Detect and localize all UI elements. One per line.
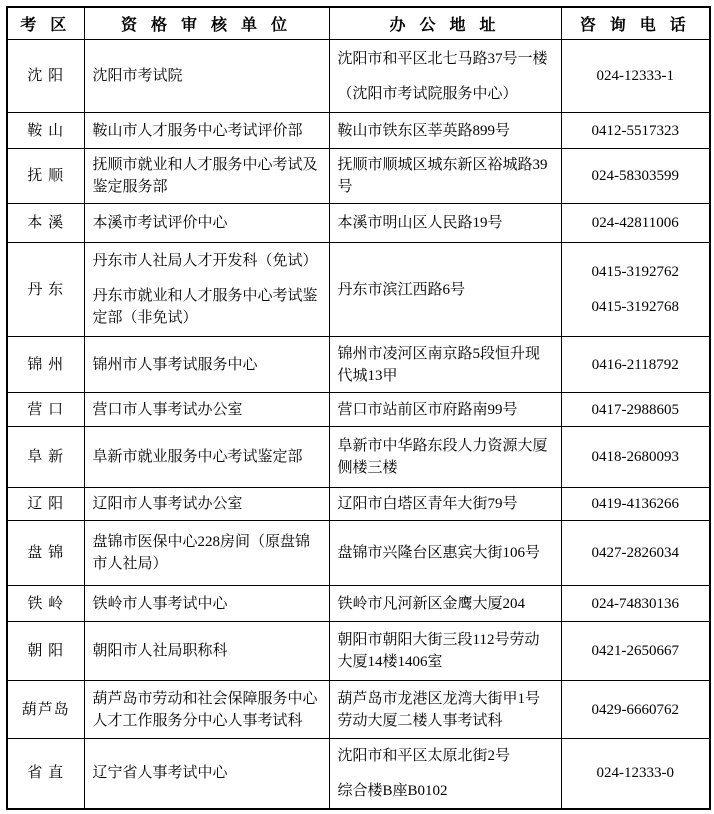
table-row	[7, 149, 710, 204]
cell-text: 0417-2988605	[591, 401, 679, 418]
phone-cell	[561, 149, 710, 204]
table-body	[7, 40, 710, 809]
cell-text: 阜新市就业服务中心考试鉴定部	[92, 449, 303, 465]
cell-text: 葫芦岛市龙港区龙湾大街甲1号劳动大厦二楼人事考试科	[337, 690, 541, 729]
header-unit: 资 格 审 核 单 位	[84, 7, 329, 40]
unit-cell	[84, 622, 329, 681]
table-row	[7, 681, 710, 739]
phone-cell	[561, 739, 710, 809]
cell-text: 锦 州	[27, 356, 65, 373]
cell-text: 沈阳市和平区北七马路37号一楼	[337, 50, 548, 67]
unit-cell	[84, 113, 329, 149]
cell-text: 024-12333-0	[596, 765, 674, 782]
cell-text: 抚顺市顺城区城东新区裕城路39号	[337, 157, 548, 195]
region-cell	[7, 40, 84, 113]
address-cell	[329, 427, 561, 488]
address-cell	[329, 393, 561, 427]
region-cell	[7, 622, 84, 681]
cell-text: 抚顺市就业和人才服务中心考试及鉴定服务部	[92, 157, 318, 195]
cell-text: 盘 锦	[27, 545, 65, 561]
address-cell	[329, 243, 561, 337]
cell-text: 0412-5517323	[591, 122, 679, 139]
address-cell	[329, 204, 561, 243]
header-phone: 咨 询 电 话	[561, 7, 710, 40]
cell-text: （沈阳市考试院服务中心）	[337, 85, 518, 102]
header-row	[7, 7, 710, 40]
unit-cell	[84, 337, 329, 393]
unit-cell	[84, 739, 329, 809]
cell-text: 辽阳市白塔区青年大街79号	[337, 496, 518, 512]
region-cell	[7, 243, 84, 337]
phone-cell	[561, 586, 710, 622]
cell-text: 丹 东	[27, 281, 65, 298]
table-row	[7, 586, 710, 622]
unit-cell	[84, 427, 329, 488]
cell-text: 阜 新	[27, 449, 65, 465]
cell-text: 盘锦市医保中心228房间（原盘锦市人社局）	[92, 534, 311, 572]
region-cell	[7, 204, 84, 243]
phone-cell	[561, 427, 710, 488]
cell-text: 锦州市人事考试服务中心	[92, 356, 258, 373]
cell-text: 0415-3192762	[591, 264, 679, 280]
unit-cell	[84, 243, 329, 337]
cell-text: 本溪市明山区人民路19号	[337, 215, 503, 231]
cell-text: 铁岭市凡河新区金鹰大厦204	[337, 595, 526, 612]
cell-text: 沈阳市和平区太原北街2号	[337, 747, 511, 764]
unit-cell	[84, 586, 329, 622]
cell-text: 朝阳市朝阳大街三段112号劳动大厦14楼1406室	[337, 632, 540, 670]
address-cell	[329, 739, 561, 809]
cell-text: 葫芦岛市劳动和社会保障服务中心人才工作服务分中心人事考试科	[92, 690, 318, 729]
region-cell	[7, 337, 84, 393]
cell-text: 辽宁省人事考试中心	[92, 765, 228, 782]
unit-cell	[84, 204, 329, 243]
cell-text: 盘锦市兴隆台区惠宾大街106号	[337, 545, 541, 561]
cell-text: 葫芦岛	[21, 701, 70, 718]
table-row	[7, 337, 710, 393]
cell-text: 铁岭市人事考试中心	[92, 595, 228, 612]
phone-cell	[561, 622, 710, 681]
unit-cell	[84, 149, 329, 204]
region-cell	[7, 393, 84, 427]
cell-text: 0429-6660762	[591, 701, 679, 718]
cell-text: 沈 阳	[27, 68, 65, 84]
table-row	[7, 739, 710, 809]
cell-text: 0415-3192768	[591, 299, 679, 315]
region-cell	[7, 739, 84, 809]
phone-cell	[561, 681, 710, 739]
table-row	[7, 488, 710, 521]
cell-text: 沈阳市考试院	[92, 68, 183, 84]
unit-cell	[84, 681, 329, 739]
cell-text: 辽阳市人事考试办公室	[92, 496, 243, 512]
region-cell	[7, 521, 84, 586]
unit-cell	[84, 488, 329, 521]
unit-cell	[84, 40, 329, 113]
cell-text: 朝阳市人社局职称科	[92, 643, 228, 659]
cell-text: 营 口	[27, 401, 65, 418]
cell-text: 本 溪	[27, 215, 65, 231]
address-cell	[329, 622, 561, 681]
cell-text: 0421-2650667	[591, 643, 679, 659]
region-cell	[7, 149, 84, 204]
cell-text: 阜新市中华路东段人力资源大厦侧楼三楼	[337, 438, 548, 476]
cell-text: 0418-2680093	[591, 449, 679, 465]
cell-text: 0419-4136266	[591, 496, 679, 512]
table-row	[7, 40, 710, 113]
table-row	[7, 113, 710, 149]
address-cell	[329, 521, 561, 586]
address-cell	[329, 149, 561, 204]
cell-text: 抚 顺	[27, 168, 65, 184]
address-cell	[329, 113, 561, 149]
cell-text: 丹东市就业和人才服务中心考试鉴定部（非免试）	[92, 288, 318, 326]
unit-cell	[84, 521, 329, 586]
table-row	[7, 204, 710, 243]
cell-text: 0416-2118792	[591, 356, 679, 373]
phone-cell	[561, 204, 710, 243]
cell-text: 综合楼B座B0102	[337, 782, 448, 799]
cell-text: 本溪市考试评价中心	[92, 215, 228, 231]
address-cell	[329, 40, 561, 113]
cell-text: 024-12333-1	[596, 68, 674, 84]
table-row	[7, 393, 710, 427]
cell-text: 营口市站前区市府路南99号	[337, 401, 518, 418]
table-row	[7, 427, 710, 488]
table-row	[7, 622, 710, 681]
cell-text: 朝 阳	[27, 643, 65, 659]
phone-cell	[561, 337, 710, 393]
unit-cell	[84, 393, 329, 427]
address-cell	[329, 681, 561, 739]
cell-text: 鞍山市人才服务中心考试评价部	[92, 122, 303, 139]
cell-text: 024-58303599	[591, 168, 679, 184]
cell-text: 024-42811006	[591, 215, 679, 231]
phone-cell	[561, 521, 710, 586]
cell-text: 营口市人事考试办公室	[92, 401, 243, 418]
phone-cell	[561, 40, 710, 113]
phone-cell	[561, 113, 710, 149]
table-row	[7, 243, 710, 337]
cell-text: 铁 岭	[27, 595, 65, 612]
cell-text: 鞍 山	[27, 122, 65, 139]
region-cell	[7, 586, 84, 622]
cell-text: 省 直	[27, 765, 65, 782]
cell-text: 丹东市人社局人才开发科（免试）	[92, 253, 318, 269]
region-cell	[7, 427, 84, 488]
cell-text: 丹东市滨江西路6号	[337, 281, 466, 298]
address-cell	[329, 337, 561, 393]
qualification-review-table	[6, 6, 711, 810]
table-row	[7, 521, 710, 586]
cell-text: 辽 阳	[27, 496, 65, 512]
region-cell	[7, 113, 84, 149]
phone-cell	[561, 243, 710, 337]
cell-text: 0427-2826034	[591, 545, 679, 561]
cell-text: 024-74830136	[591, 595, 679, 612]
header-address: 办 公 地 址	[329, 7, 561, 40]
address-cell	[329, 586, 561, 622]
header-region: 考 区	[7, 7, 84, 40]
address-cell	[329, 488, 561, 521]
region-cell	[7, 488, 84, 521]
cell-text: 鞍山市铁东区莘英路899号	[337, 122, 511, 139]
phone-cell	[561, 393, 710, 427]
region-cell	[7, 681, 84, 739]
cell-text: 锦州市凌河区南京路5段恒升现代城13甲	[337, 345, 541, 384]
phone-cell	[561, 488, 710, 521]
